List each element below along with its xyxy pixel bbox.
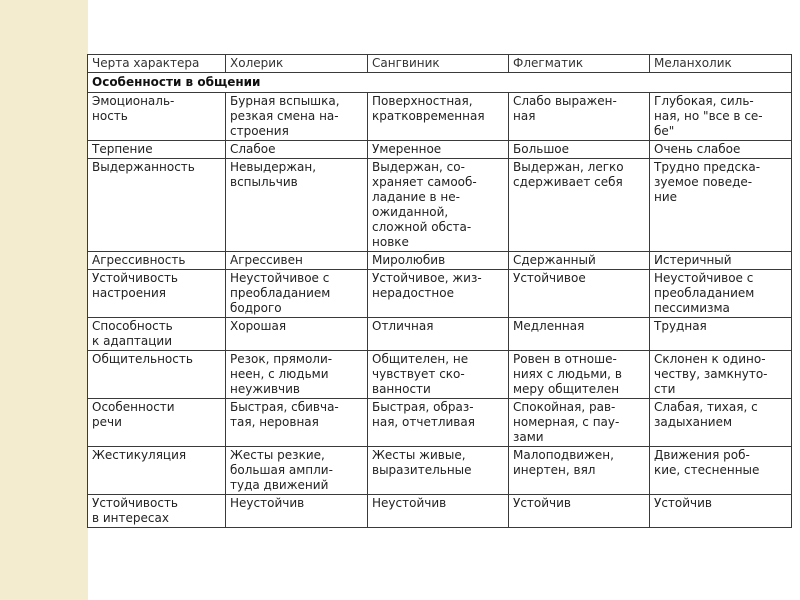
trait-name-cell: Жестикуляция	[88, 447, 226, 495]
table-cell: Медленная	[509, 318, 650, 351]
header-cell-melancholic: Меланхолик	[650, 55, 792, 73]
table-cell: Выдержан, легко сдерживает себя	[509, 159, 650, 252]
table-cell: Быстрая, образ- ная, отчетливая	[368, 399, 509, 447]
table-cell: Ровен в отноше- ниях с людьми, в меру общителен	[509, 351, 650, 399]
temperament-table	[87, 54, 792, 528]
table-cell: Неустойчив	[368, 495, 509, 528]
table-cell: Резок, прямоли- неен, с людьми неуживчив	[226, 351, 368, 399]
table-cell: Агрессивен	[226, 252, 368, 270]
table-cell: Общителен, не чувствует ско- ванности	[368, 351, 509, 399]
table-cell: Склонен к одино- честву, замкнуто- сти	[650, 351, 792, 399]
table-cell: Поверхностная, кратковременная	[368, 93, 509, 141]
trait-name-cell: Выдержанность	[88, 159, 226, 252]
table-row	[88, 318, 792, 351]
table-cell: Трудная	[650, 318, 792, 351]
header-row	[88, 55, 792, 73]
table-cell: Спокойная, рав- номерная, с пау- зами	[509, 399, 650, 447]
trait-name-cell: Эмоциональ- ность	[88, 93, 226, 141]
table-cell: Неустойчивое с преобладанием пессимизма	[650, 270, 792, 318]
table-cell: Движения роб- кие, стесненные	[650, 447, 792, 495]
table-cell: Невыдержан, вспыльчив	[226, 159, 368, 252]
table-row	[88, 93, 792, 141]
trait-name-cell: Особенности речи	[88, 399, 226, 447]
section-row	[88, 73, 792, 93]
table-cell: Бурная вспышка, резкая смена на- строения	[226, 93, 368, 141]
table-cell: Трудно предска- зуемое поведе- ние	[650, 159, 792, 252]
trait-name-cell: Общительность	[88, 351, 226, 399]
section-title: Особенности в общении	[88, 73, 792, 93]
table-cell: Хорошая	[226, 318, 368, 351]
table-cell: Сдержанный	[509, 252, 650, 270]
trait-name-cell: Агрессивность	[88, 252, 226, 270]
table-cell: Отличная	[368, 318, 509, 351]
table-row	[88, 351, 792, 399]
table-row	[88, 141, 792, 159]
table-cell: Слабая, тихая, с задыханием	[650, 399, 792, 447]
table-cell: Большое	[509, 141, 650, 159]
table-row	[88, 252, 792, 270]
table-cell: Жесты живые, выразительные	[368, 447, 509, 495]
table-row	[88, 447, 792, 495]
table-cell: Неустойчивое с преобладанием бодрого	[226, 270, 368, 318]
header-cell-phlegmatic: Флегматик	[509, 55, 650, 73]
table-row	[88, 399, 792, 447]
table-cell: Миролюбив	[368, 252, 509, 270]
table-cell: Устойчивое	[509, 270, 650, 318]
trait-name-cell: Терпение	[88, 141, 226, 159]
trait-name-cell: Устойчивость настроения	[88, 270, 226, 318]
table-cell: Истеричный	[650, 252, 792, 270]
table-cell: Неустойчив	[226, 495, 368, 528]
table-row	[88, 159, 792, 252]
trait-name-cell: Способность к адаптации	[88, 318, 226, 351]
table-cell: Устойчивое, жиз- нерадостное	[368, 270, 509, 318]
table-body	[88, 93, 792, 528]
table-cell: Глубокая, силь- ная, но "все в се- бе"	[650, 93, 792, 141]
table-cell: Малоподвижен, инертен, вял	[509, 447, 650, 495]
table-cell: Устойчив	[509, 495, 650, 528]
left-decorative-strip	[0, 0, 89, 600]
table-cell: Слабо выражен- ная	[509, 93, 650, 141]
header-cell-choleric: Холерик	[226, 55, 368, 73]
table-cell: Жесты резкие, большая ампли- туда движений	[226, 447, 368, 495]
table-cell: Быстрая, сбивча- тая, неровная	[226, 399, 368, 447]
table-cell: Очень слабое	[650, 141, 792, 159]
table-cell: Слабое	[226, 141, 368, 159]
table-cell: Устойчив	[650, 495, 792, 528]
table-cell: Выдержан, со- храняет самооб- ладание в не- ожиданной, сложной обста- новке	[368, 159, 509, 252]
header-cell-trait: Черта характера	[88, 55, 226, 73]
trait-name-cell: Устойчивость в интересах	[88, 495, 226, 528]
header-cell-sanguine: Сангвиник	[368, 55, 509, 73]
table-row	[88, 495, 792, 528]
table-row	[88, 270, 792, 318]
table-cell: Умеренное	[368, 141, 509, 159]
